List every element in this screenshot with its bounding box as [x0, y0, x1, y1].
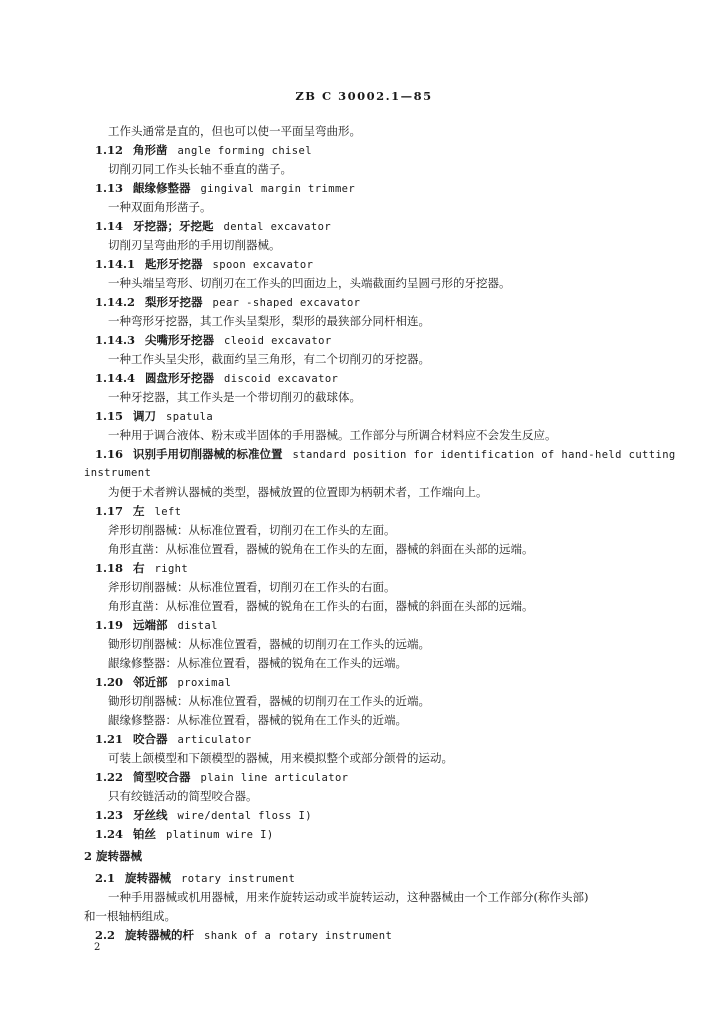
- term-entry: [95, 732, 251, 746]
- definition-text: 只有绞链活动的简型咬合器。: [108, 789, 258, 803]
- entry-number: 1.13: [95, 181, 124, 195]
- entry-term-en: rotary instrument: [181, 873, 296, 885]
- definition-text: 一种工作头呈尖形，截面约呈三角形，有二个切削刃的牙挖器。: [108, 352, 430, 366]
- entry-term-en: pear -shaped excavator: [212, 297, 361, 309]
- term-entry: [95, 827, 274, 841]
- entry-term-en: left: [154, 506, 182, 518]
- entry-term-zh: 尖嘴形牙挖器: [145, 333, 215, 347]
- term-entry: [95, 618, 218, 632]
- entry-term-zh: 调刀: [133, 409, 157, 423]
- entry-term-zh: 龈缘修整器: [133, 181, 191, 195]
- entry-term-en: discoid excavator: [224, 373, 339, 385]
- term-entry: [95, 333, 332, 347]
- entry-term-en: spoon excavator: [212, 259, 314, 271]
- entry-term-en: distal: [177, 620, 218, 632]
- term-entry: [95, 219, 331, 233]
- entry-term-en: wire/dental floss I): [177, 810, 312, 822]
- definition-text: 切削刃呈弯曲形的手用切削器械。: [108, 238, 281, 252]
- entry-number: 1.24: [95, 827, 124, 841]
- entry-term-zh: 匙形牙挖器: [145, 257, 203, 271]
- definition-text: 为便于术者辨认器械的类型，器械放置的位置即为柄朝术者，工作端向上。: [108, 485, 488, 499]
- definition-text: 一种弯形牙挖器，其工作头呈梨形，梨形的最狭部分同杆相连。: [108, 314, 430, 328]
- entry-term-zh: 旋转器械的杆: [125, 928, 195, 942]
- entry-term-zh: 邻近部: [133, 675, 168, 689]
- entry-number: 1.18: [95, 561, 124, 575]
- entry-number: 1.23: [95, 808, 124, 822]
- entry-number: 1.14: [95, 219, 124, 233]
- definition-text: 角形直凿：从标准位置看，器械的锐角在工作头的右面，器械的斜面在头部的远端。: [108, 599, 534, 613]
- definition-text: 锄形切削器械：从标准位置看，器械的切削刃在工作头的远端。: [108, 637, 430, 651]
- entry-term-zh: 梨形牙挖器: [145, 295, 203, 309]
- entry-term-zh: 远端部: [133, 618, 168, 632]
- definition-text: 一种牙挖器，其工作头是一个带切削刃的截球体。: [108, 390, 361, 404]
- definition-text: 一种头端呈弯形、切削刃在工作头的凹面边上，头端截面约呈圆弓形的牙挖器。: [108, 276, 511, 290]
- entry-term-zh: 牙丝线: [133, 808, 168, 822]
- term-entry: [95, 871, 295, 885]
- continuation-line: instrument: [84, 467, 152, 479]
- definition-text: 锄形切削器械：从标准位置看，器械的切削刃在工作头的近端。: [108, 694, 430, 708]
- term-entry: [95, 504, 181, 518]
- entry-number: 1.12: [95, 143, 124, 157]
- entry-number: 1.14.3: [95, 333, 136, 347]
- term-entry: [95, 295, 360, 309]
- definition-text: 龈缘修整器：从标准位置看，器械的锐角在工作头的近端。: [108, 713, 407, 727]
- term-entry: [95, 143, 312, 157]
- page-header: ZB C 30002.1—85: [295, 89, 433, 103]
- entry-number: 1.19: [95, 618, 124, 632]
- entry-term-en: articulator: [177, 734, 252, 746]
- entry-number: 1.15: [95, 409, 124, 423]
- entry-term-zh: 旋转器械: [125, 871, 172, 885]
- entry-term-zh: 咬合器: [133, 732, 168, 746]
- entry-term-zh: 铂丝: [133, 827, 157, 841]
- entry-number: 1.16: [95, 447, 124, 461]
- entry-number: 1.22: [95, 770, 124, 784]
- term-entry: [95, 181, 355, 195]
- continuation-line: 和一根轴柄组成。: [84, 909, 176, 923]
- entry-term-zh: 左: [133, 504, 145, 518]
- entry-number: 2.2: [95, 928, 116, 942]
- entry-number: 1.17: [95, 504, 124, 518]
- entry-term-en: plain line articulator: [200, 772, 349, 784]
- definition-text: 一种手用器械或机用器械，用来作旋转运动或半旋转运动，这种器械由一个工作部分(称作头部): [108, 890, 589, 904]
- definition-text: 工作头通常是直的，但也可以使一平面呈弯曲形。: [108, 124, 361, 138]
- definition-text: 可装上颌模型和下颌模型的器械，用来模拟整个或部分颌骨的运动。: [108, 751, 453, 765]
- definition-text: 斧形切削器械：从标准位置看，切削刃在工作头的左面。: [108, 523, 396, 537]
- entry-term-zh: 牙挖器；牙挖匙: [133, 219, 214, 233]
- entry-term-en: dental excavator: [223, 221, 332, 233]
- definition-text: 龈缘修整器：从标准位置看，器械的锐角在工作头的远端。: [108, 656, 407, 670]
- entry-term-zh: 简型咬合器: [133, 770, 191, 784]
- entry-number: 1.21: [95, 732, 124, 746]
- entry-term-zh: 圆盘形牙挖器: [145, 371, 215, 385]
- entry-term-zh: 右: [133, 561, 145, 575]
- entry-term-en: standard position for identification of hand-held cutting: [292, 449, 676, 461]
- entry-term-zh: 识别手用切削器械的标准位置: [133, 447, 283, 461]
- entry-number: 2.1: [95, 871, 116, 885]
- page-number: 2: [94, 942, 101, 953]
- entry-term-zh: 角形凿: [133, 143, 168, 157]
- entry-term-en: shank of a rotary instrument: [204, 930, 393, 942]
- term-entry: [95, 447, 676, 461]
- definition-text: 切削刃同工作头长轴不垂直的凿子。: [108, 162, 292, 176]
- definition-text: 一种双面角形凿子。: [108, 200, 212, 214]
- definition-text: 一种用于调合液体、粉末或半固体的手用器械。工作部分与所调合材料应不会发生反应。: [108, 428, 557, 442]
- entry-term-en: spatula: [166, 411, 214, 423]
- term-entry: [95, 770, 348, 784]
- term-entry: [95, 808, 312, 822]
- term-entry: [95, 928, 392, 942]
- entry-term-en: angle forming chisel: [177, 145, 312, 157]
- entry-term-en: gingival margin trimmer: [200, 183, 356, 195]
- entry-term-en: cleoid excavator: [224, 335, 332, 347]
- term-entry: [95, 675, 231, 689]
- entry-number: 1.14.4: [95, 371, 136, 385]
- term-entry: [95, 409, 213, 423]
- entry-term-en: right: [154, 563, 189, 575]
- definition-text: 斧形切削器械：从标准位置看，切削刃在工作头的右面。: [108, 580, 396, 594]
- definition-text: 角形直凿：从标准位置看，器械的锐角在工作头的左面，器械的斜面在头部的远端。: [108, 542, 534, 556]
- term-entry: [95, 257, 313, 271]
- entry-number: 1.14.2: [95, 295, 136, 309]
- entry-number: 1.20: [95, 675, 124, 689]
- entry-term-en: proximal: [177, 677, 232, 689]
- section-heading: 2 旋转器械: [84, 849, 143, 863]
- term-entry: [95, 371, 338, 385]
- term-entry: [95, 561, 188, 575]
- entry-term-en: platinum wire I): [166, 829, 274, 841]
- entry-number: 1.14.1: [95, 257, 136, 271]
